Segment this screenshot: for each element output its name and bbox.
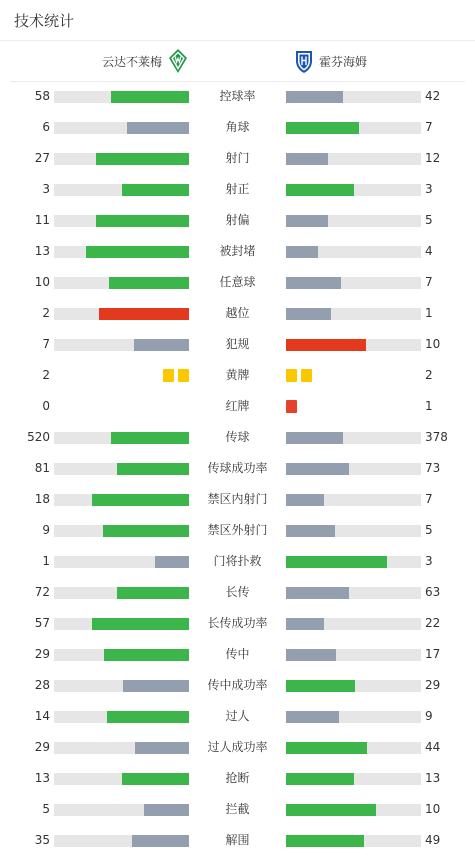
away-stat-bar (286, 556, 421, 568)
stat-row (0, 391, 475, 422)
home-stat-value: 10 (34, 275, 50, 289)
stat-row (0, 794, 475, 825)
stat-label: 抢断 (225, 771, 250, 785)
stat-label: 犯规 (225, 337, 250, 351)
stat-label: 射正 (225, 182, 250, 196)
home-stat-value: 0 (42, 399, 50, 413)
away-stat-bar-fill (286, 711, 339, 723)
stats-header (0, 0, 475, 41)
stat-row (0, 205, 475, 236)
away-stat-bar (286, 308, 421, 320)
away-stat-bar-fill (286, 618, 324, 630)
home-stat-bar-fill (103, 525, 189, 537)
stat-label: 长传成功率 (207, 616, 268, 630)
home-stat-bar-fill (99, 308, 189, 320)
stat-label: 过人成功率 (207, 740, 268, 754)
home-stat-bar (54, 587, 189, 599)
yellow-card-icon (163, 369, 174, 382)
away-stat-bar (286, 835, 421, 847)
away-stat-bar-fill (286, 277, 341, 289)
away-stat-bar-fill (286, 556, 387, 568)
away-stat-value: 7 (425, 492, 433, 506)
home-stat-bar-fill (135, 742, 189, 754)
home-stat-bar (54, 835, 189, 847)
stat-label: 角球 (225, 120, 250, 134)
away-stat-bar (286, 277, 421, 289)
stat-row (0, 732, 475, 763)
away-stat-bar (286, 773, 421, 785)
home-stat-bar (54, 153, 189, 165)
werder-bremen-crest-icon (168, 48, 188, 74)
away-stat-value: 49 (425, 833, 441, 847)
away-stat-bar-fill (286, 525, 335, 537)
away-stat-bar-fill (286, 184, 354, 196)
stat-row (0, 484, 475, 515)
away-stat-bar-fill (286, 649, 336, 661)
stat-label: 传球 (225, 430, 250, 444)
stat-row (0, 453, 475, 484)
stat-row (0, 670, 475, 701)
stat-label: 被封堵 (219, 244, 256, 258)
stats-list (0, 81, 475, 856)
home-stat-bar-fill (96, 215, 189, 227)
away-stat-value: 10 (425, 802, 441, 816)
stat-row (0, 112, 475, 143)
stat-label: 传中 (225, 647, 250, 661)
home-stat-value: 29 (34, 647, 50, 661)
away-stat-bar (286, 804, 421, 816)
away-stat-value: 5 (425, 213, 433, 227)
home-stat-bar-fill (107, 711, 189, 723)
stat-label: 控球率 (219, 89, 256, 103)
home-stat-value: 3 (42, 182, 50, 196)
stat-label: 传中成功率 (207, 678, 268, 692)
away-stat-value: 13 (425, 771, 441, 785)
away-stat-value: 12 (425, 151, 441, 165)
home-stat-bar (54, 308, 189, 320)
home-stat-bar-fill (132, 835, 189, 847)
away-stat-value: 22 (425, 616, 441, 630)
away-stat-bar (286, 215, 421, 227)
home-stat-value: 11 (34, 213, 50, 227)
stat-row (0, 515, 475, 546)
page-title: 技术统计 (14, 12, 75, 30)
away-stat-value: 2 (425, 368, 433, 382)
stat-label: 越位 (225, 306, 250, 320)
away-stat-bar (286, 680, 421, 692)
away-stat-value: 3 (425, 554, 433, 568)
home-stat-bar (54, 649, 189, 661)
away-cards (286, 400, 297, 413)
home-stat-bar-fill (86, 246, 189, 258)
stat-row (0, 329, 475, 360)
away-stat-bar-fill (286, 91, 343, 103)
away-stat-value: 1 (425, 399, 433, 413)
home-stat-bar (54, 494, 189, 506)
home-stat-bar (54, 122, 189, 134)
stat-row (0, 422, 475, 453)
home-stat-bar (54, 277, 189, 289)
home-stat-bar-fill (104, 649, 189, 661)
stat-row (0, 577, 475, 608)
away-stat-value: 17 (425, 647, 441, 661)
away-stat-value: 3 (425, 182, 433, 196)
home-stat-bar-fill (123, 680, 189, 692)
away-stat-bar (286, 339, 421, 351)
home-stat-bar (54, 215, 189, 227)
home-stat-bar (54, 339, 189, 351)
away-stat-value: 10 (425, 337, 441, 351)
stat-label: 射门 (225, 151, 250, 165)
home-stat-value: 35 (34, 833, 50, 847)
home-stat-value: 14 (34, 709, 50, 723)
yellow-card-icon (178, 369, 189, 382)
home-stat-value: 13 (34, 244, 50, 258)
stat-row (0, 639, 475, 670)
away-stat-bar-fill (286, 308, 331, 320)
home-stat-bar (54, 184, 189, 196)
away-stat-bar (286, 618, 421, 630)
red-card-icon (286, 400, 297, 413)
away-stat-value: 42 (425, 89, 441, 103)
away-stat-bar-fill (286, 587, 349, 599)
home-stat-bar (54, 742, 189, 754)
home-stat-bar-fill (109, 277, 189, 289)
stat-row (0, 81, 475, 112)
away-stat-bar-fill (286, 339, 366, 351)
home-stat-value: 18 (34, 492, 50, 506)
away-stat-value: 5 (425, 523, 433, 537)
home-stat-value: 5 (42, 802, 50, 816)
away-team[interactable] (293, 41, 367, 81)
stat-row (0, 267, 475, 298)
away-stat-bar-fill (286, 680, 355, 692)
away-stat-bar (286, 246, 421, 258)
home-stat-bar (54, 556, 189, 568)
home-stat-bar (54, 525, 189, 537)
stat-row (0, 174, 475, 205)
home-stat-value: 72 (34, 585, 50, 599)
away-stat-value: 63 (425, 585, 441, 599)
home-stat-bar (54, 618, 189, 630)
away-team-name: 霍芬海姆 (319, 54, 368, 69)
home-stat-value: 57 (34, 616, 50, 630)
home-stat-bar (54, 773, 189, 785)
stat-label: 射偏 (225, 213, 250, 227)
home-stat-value: 81 (34, 461, 50, 475)
home-stat-bar (54, 246, 189, 258)
away-stat-bar (286, 122, 421, 134)
away-stat-bar-fill (286, 773, 354, 785)
stat-row (0, 825, 475, 856)
home-stat-value: 6 (42, 120, 50, 134)
away-stat-bar (286, 742, 421, 754)
stat-row (0, 701, 475, 732)
stat-row (0, 236, 475, 267)
away-stat-value: 73 (425, 461, 441, 475)
away-stat-bar (286, 494, 421, 506)
away-stat-value: 4 (425, 244, 433, 258)
stat-row (0, 298, 475, 329)
home-stat-bar-fill (117, 463, 189, 475)
away-stat-bar-fill (286, 246, 318, 258)
home-stat-value: 27 (34, 151, 50, 165)
home-stat-bar-fill (111, 432, 189, 444)
home-team-name: 云达不莱梅 (102, 54, 163, 69)
stat-row (0, 143, 475, 174)
away-stat-bar-fill (286, 742, 367, 754)
home-stat-bar (54, 463, 189, 475)
away-stat-bar-fill (286, 432, 343, 444)
home-stat-bar (54, 680, 189, 692)
home-stat-value: 2 (42, 368, 50, 382)
stat-label: 长传 (225, 585, 250, 599)
home-stat-bar-fill (122, 773, 190, 785)
away-stat-bar-fill (286, 215, 328, 227)
stat-label: 过人 (225, 709, 250, 723)
away-stat-value: 29 (425, 678, 441, 692)
home-team[interactable] (102, 41, 188, 81)
away-stat-bar (286, 649, 421, 661)
away-stat-bar-fill (286, 835, 364, 847)
home-cards (163, 369, 189, 382)
home-stat-value: 520 (27, 430, 50, 444)
yellow-card-icon (301, 369, 312, 382)
away-stat-bar-fill (286, 804, 376, 816)
home-stat-value: 28 (34, 678, 50, 692)
away-stat-bar (286, 153, 421, 165)
stat-row (0, 546, 475, 577)
home-stat-bar-fill (155, 556, 189, 568)
away-cards (286, 369, 312, 382)
away-stat-value: 7 (425, 275, 433, 289)
away-stat-bar (286, 463, 421, 475)
home-stat-value: 7 (42, 337, 50, 351)
home-stat-value: 2 (42, 306, 50, 320)
stat-label: 黄牌 (225, 368, 250, 382)
away-stat-value: 1 (425, 306, 433, 320)
stat-row (0, 763, 475, 794)
home-stat-bar-fill (111, 91, 189, 103)
away-stat-bar-fill (286, 153, 328, 165)
home-stat-value: 9 (42, 523, 50, 537)
away-stat-value: 44 (425, 740, 441, 754)
home-stat-value: 58 (34, 89, 50, 103)
away-stat-value: 378 (425, 430, 448, 444)
home-stat-bar-fill (92, 494, 189, 506)
home-stat-value: 1 (42, 554, 50, 568)
away-stat-bar (286, 587, 421, 599)
stat-row (0, 608, 475, 639)
away-stat-bar (286, 525, 421, 537)
home-stat-bar (54, 432, 189, 444)
away-stat-bar-fill (286, 122, 359, 134)
stat-label: 拦截 (225, 802, 250, 816)
away-stat-bar (286, 711, 421, 723)
stat-label: 解围 (225, 833, 250, 847)
stat-label: 门将扑救 (213, 554, 262, 568)
away-stat-value: 9 (425, 709, 433, 723)
home-stat-bar-fill (134, 339, 189, 351)
stat-label: 红牌 (225, 399, 250, 413)
away-stat-bar-fill (286, 463, 349, 475)
stat-label: 传球成功率 (207, 461, 268, 475)
home-stat-bar-fill (144, 804, 189, 816)
stat-row (0, 360, 475, 391)
home-stat-bar-fill (92, 618, 189, 630)
hoffenheim-crest-icon (293, 48, 313, 74)
home-stat-value: 13 (34, 771, 50, 785)
home-stat-bar (54, 804, 189, 816)
teams-header (10, 41, 465, 82)
stat-label: 禁区外射门 (207, 523, 268, 537)
home-stat-bar (54, 91, 189, 103)
away-stat-bar (286, 432, 421, 444)
away-stat-value: 7 (425, 120, 433, 134)
stat-label: 任意球 (219, 275, 256, 289)
away-stat-bar (286, 91, 421, 103)
home-stat-bar-fill (127, 122, 189, 134)
home-stat-bar-fill (117, 587, 189, 599)
yellow-card-icon (286, 369, 297, 382)
home-stat-bar-fill (122, 184, 190, 196)
stat-label: 禁区内射门 (207, 492, 268, 506)
away-stat-bar (286, 184, 421, 196)
home-stat-value: 29 (34, 740, 50, 754)
home-stat-bar (54, 711, 189, 723)
home-stat-bar-fill (96, 153, 189, 165)
away-stat-bar-fill (286, 494, 324, 506)
